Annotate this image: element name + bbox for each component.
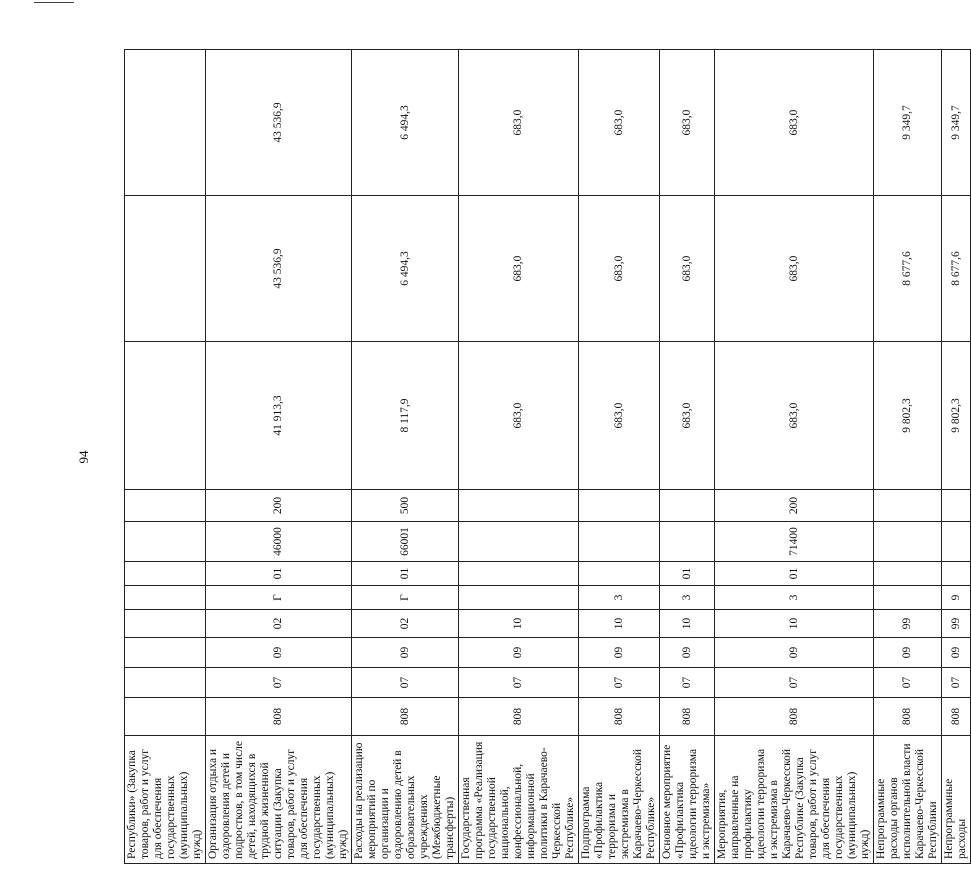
cell-sum2: 6 494,3 <box>352 196 459 342</box>
cell-cs3: 01 <box>206 562 352 586</box>
cell-cs1: 10 <box>579 610 660 638</box>
cell-sum1: 683,0 <box>459 342 579 490</box>
cell-cs4: 71400 <box>715 522 874 562</box>
table-row <box>459 50 579 864</box>
cell-rz: 07 <box>660 668 715 698</box>
table-row <box>874 50 942 864</box>
cell-sum3: 683,0 <box>660 50 715 196</box>
table-row <box>125 50 206 864</box>
cell-sum1: 9 802,3 <box>942 342 971 490</box>
cell-ved: 808 <box>206 698 352 736</box>
cell-pr <box>125 638 206 668</box>
cell-sum1: 9 802,3 <box>874 342 942 490</box>
rotated-table-wrapper <box>124 50 968 864</box>
cell-rz: 07 <box>579 668 660 698</box>
cell-sum2: 43 536,9 <box>206 196 352 342</box>
cell-name: Основное мероприятие «Профилактика идеологии терроризма и экстремизма» <box>660 736 715 864</box>
cell-cs4 <box>125 522 206 562</box>
cell-name: Государственная программа «Реализация государственной национальной, конфессиональной, информационной политики в Карачаево-Черкесской Республике» <box>459 736 579 864</box>
cell-vr <box>942 490 971 522</box>
cell-vr <box>660 490 715 522</box>
cell-sum2 <box>125 196 206 342</box>
table-row <box>715 50 874 864</box>
cell-cs2 <box>125 586 206 610</box>
cell-pr: 09 <box>942 638 971 668</box>
cell-sum1: 683,0 <box>660 342 715 490</box>
cell-rz: 07 <box>942 668 971 698</box>
cell-rz: 07 <box>206 668 352 698</box>
cell-sum1: 8 117,9 <box>352 342 459 490</box>
cell-cs2 <box>459 586 579 610</box>
cell-cs3: 01 <box>715 562 874 586</box>
cell-ved: 808 <box>942 698 971 736</box>
cell-cs2: 3 <box>660 586 715 610</box>
cell-cs2: 3 <box>715 586 874 610</box>
cell-sum1: 683,0 <box>579 342 660 490</box>
cell-sum3: 683,0 <box>579 50 660 196</box>
cell-name: Республики» (Закупка товаров, работ и услуг для обеспечения государственных (муниципальных) нужд) <box>125 736 206 864</box>
table-row <box>206 50 352 864</box>
cell-cs2: 3 <box>579 586 660 610</box>
cell-cs1: 99 <box>942 610 971 638</box>
cell-vr <box>579 490 660 522</box>
cell-cs4 <box>942 522 971 562</box>
cell-sum1 <box>125 342 206 490</box>
cell-pr: 09 <box>715 638 874 668</box>
budget-table-sheet <box>124 50 968 864</box>
cell-cs4 <box>579 522 660 562</box>
cell-vr: 200 <box>206 490 352 522</box>
cell-name: Непрограммные расходы органов исполнительной власти Карачаево-Черкесской Республики <box>874 736 942 864</box>
cell-cs3: 01 <box>660 562 715 586</box>
cell-ved: 808 <box>660 698 715 736</box>
cell-rz: 07 <box>715 668 874 698</box>
budget-table <box>124 49 971 864</box>
cell-ved: 808 <box>352 698 459 736</box>
scan-edge-line <box>34 2 74 3</box>
cell-cs1: 02 <box>206 610 352 638</box>
cell-vr: 500 <box>352 490 459 522</box>
cell-ved <box>125 698 206 736</box>
cell-cs4 <box>660 522 715 562</box>
cell-sum2: 8 677,6 <box>942 196 971 342</box>
cell-sum3: 9 349,7 <box>942 50 971 196</box>
cell-cs1: 02 <box>352 610 459 638</box>
cell-sum3: 683,0 <box>459 50 579 196</box>
cell-cs3 <box>874 562 942 586</box>
cell-rz: 07 <box>459 668 579 698</box>
cell-ved: 808 <box>715 698 874 736</box>
cell-cs1 <box>125 610 206 638</box>
cell-pr: 09 <box>874 638 942 668</box>
cell-cs1: 10 <box>459 610 579 638</box>
table-row <box>579 50 660 864</box>
cell-name: Организация отдыха и оздоровления детей и подростков, в том числе детей, находящихся в трудной жизненной ситуации (Закупка товаров, работ и услуг для обеспечения государственных (муниципальных) нужд) <box>206 736 352 864</box>
cell-cs2: Г <box>352 586 459 610</box>
page-number: 94 <box>76 450 91 464</box>
cell-ved: 808 <box>874 698 942 736</box>
cell-cs3 <box>125 562 206 586</box>
cell-sum3: 9 349,7 <box>874 50 942 196</box>
cell-cs3: 01 <box>352 562 459 586</box>
cell-cs4 <box>459 522 579 562</box>
cell-rz <box>125 668 206 698</box>
cell-cs4 <box>874 522 942 562</box>
cell-ved: 808 <box>579 698 660 736</box>
cell-sum3 <box>125 50 206 196</box>
cell-name: Мероприятия, направленные на профилактику идеологии терроризма и экстремизма в Карачаево-Черкесской Республике (Закупка товаров, работ и услуг для обеспечения государственных (муниципальных) нужд) <box>715 736 874 864</box>
cell-sum1: 683,0 <box>715 342 874 490</box>
cell-pr: 09 <box>352 638 459 668</box>
cell-ved: 808 <box>459 698 579 736</box>
cell-sum2: 683,0 <box>459 196 579 342</box>
cell-sum3: 43 536,9 <box>206 50 352 196</box>
cell-cs1: 10 <box>660 610 715 638</box>
cell-vr <box>874 490 942 522</box>
cell-name: Расходы на реализацию мероприятий по организации и оздоровлению детей в образовательных учреждениях (Межбюджетные трансферты) <box>352 736 459 864</box>
cell-vr <box>459 490 579 522</box>
cell-sum2: 683,0 <box>660 196 715 342</box>
cell-vr <box>125 490 206 522</box>
table-row <box>942 50 971 864</box>
cell-sum2: 683,0 <box>579 196 660 342</box>
cell-pr: 09 <box>660 638 715 668</box>
cell-cs2: 9 <box>942 586 971 610</box>
cell-rz: 07 <box>874 668 942 698</box>
cell-sum1: 41 913,3 <box>206 342 352 490</box>
table-row <box>660 50 715 864</box>
cell-sum2: 683,0 <box>715 196 874 342</box>
cell-sum2: 8 677,6 <box>874 196 942 342</box>
cell-cs3 <box>942 562 971 586</box>
cell-pr: 09 <box>459 638 579 668</box>
cell-pr: 09 <box>206 638 352 668</box>
cell-cs4: 46000 <box>206 522 352 562</box>
cell-name: Подпрограмма «Профилактика терроризма и экстремизма в Карачаево-Черкесской Республике» <box>579 736 660 864</box>
cell-sum3: 6 494,3 <box>352 50 459 196</box>
table-row <box>352 50 459 864</box>
cell-cs3 <box>579 562 660 586</box>
cell-name: Непрограммные расходы <box>942 736 971 864</box>
cell-cs2 <box>874 586 942 610</box>
cell-cs1: 99 <box>874 610 942 638</box>
cell-pr: 09 <box>579 638 660 668</box>
cell-sum3: 683,0 <box>715 50 874 196</box>
cell-cs3 <box>459 562 579 586</box>
cell-cs4: 66001 <box>352 522 459 562</box>
cell-vr: 200 <box>715 490 874 522</box>
cell-cs2: Г <box>206 586 352 610</box>
cell-rz: 07 <box>352 668 459 698</box>
cell-cs1: 10 <box>715 610 874 638</box>
